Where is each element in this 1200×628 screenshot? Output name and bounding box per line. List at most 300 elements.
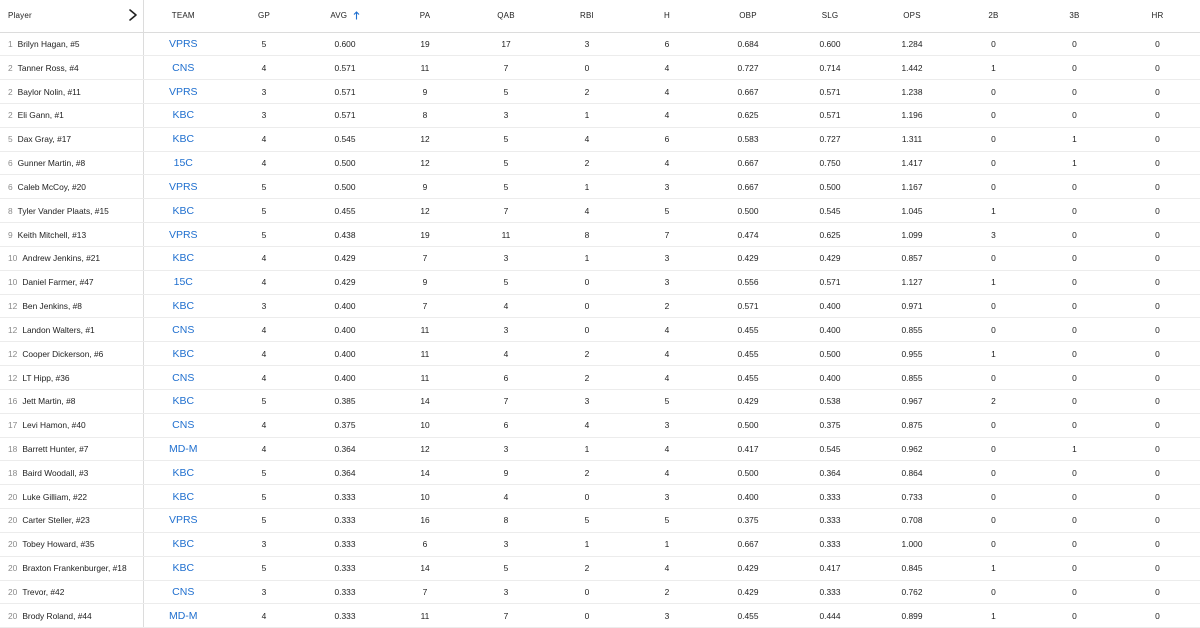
column-header-label: QAB [497, 11, 515, 21]
player-cell [0, 199, 143, 223]
stat-hr-cell: 0 [1115, 461, 1200, 485]
stat-slg-cell: 0.429 [789, 246, 871, 270]
column-header-label: H [664, 11, 670, 21]
stat-gp-cell: 3 [223, 294, 305, 318]
stat-qab-cell: 3 [465, 246, 547, 270]
column-header-obp[interactable] [707, 0, 789, 32]
team-link[interactable]: 15C [143, 270, 223, 294]
player-cell [0, 366, 143, 390]
column-header-label: HR [1151, 11, 1164, 21]
stat-obp-cell: 0.583 [707, 127, 789, 151]
stat-pa-cell: 8 [385, 103, 465, 127]
stat-rbi-cell: 2 [547, 342, 627, 366]
stat-rbi-cell: 3 [547, 32, 627, 56]
stat-gp-cell: 5 [223, 32, 305, 56]
stat-avg-cell: 0.571 [305, 103, 385, 127]
stat-hr-cell: 0 [1115, 485, 1200, 509]
stat-qab-cell: 7 [465, 56, 547, 80]
stat-avg-cell: 0.429 [305, 270, 385, 294]
player-rank: 20 [8, 563, 18, 574]
stat-obp-cell: 0.474 [707, 223, 789, 247]
player-rank: 10 [8, 277, 18, 288]
player-name: Keith Mitchell, #13 [17, 229, 87, 240]
stat-ops-cell: 0.762 [871, 580, 953, 604]
stat-3b-cell: 0 [1034, 270, 1115, 294]
player-name: Levi Hamon, #40 [22, 420, 86, 431]
stat-slg-cell: 0.545 [789, 437, 871, 461]
column-header-hr[interactable] [1115, 0, 1200, 32]
column-header-label: OPS [903, 11, 921, 21]
stat-obp-cell: 0.667 [707, 151, 789, 175]
stat-2b-cell: 0 [953, 294, 1034, 318]
sort-arrow-up-icon [353, 11, 360, 20]
stat-2b-cell: 1 [953, 270, 1034, 294]
stat-h-cell: 3 [627, 246, 707, 270]
player-rank: 8 [8, 205, 13, 216]
stat-hr-cell: 0 [1115, 103, 1200, 127]
stat-h-cell: 1 [627, 532, 707, 556]
player-cell [0, 223, 143, 247]
column-header-label: TEAM [171, 11, 195, 21]
column-header-avg[interactable] [305, 0, 385, 32]
player-rank: 5 [8, 134, 13, 145]
player-cell [0, 56, 143, 80]
stat-pa-cell: 9 [385, 175, 465, 199]
stat-2b-cell: 0 [953, 80, 1034, 104]
stat-rbi-cell: 2 [547, 151, 627, 175]
table-row [0, 342, 1200, 366]
team-link[interactable]: VPRS [143, 32, 223, 56]
player-name: Barrett Hunter, #7 [22, 443, 89, 454]
table-row [0, 389, 1200, 413]
column-header-3b[interactable] [1034, 0, 1115, 32]
stat-rbi-cell: 2 [547, 461, 627, 485]
stat-slg-cell: 0.333 [789, 580, 871, 604]
column-header-label: PA [419, 11, 431, 21]
stat-hr-cell: 0 [1115, 80, 1200, 104]
stat-2b-cell: 2 [953, 389, 1034, 413]
stat-3b-cell: 0 [1034, 342, 1115, 366]
player-rank: 20 [8, 586, 18, 597]
player-cell [0, 509, 143, 533]
player-cell [0, 389, 143, 413]
player-name: Baylor Nolin, #11 [17, 86, 81, 97]
stat-hr-cell: 0 [1115, 175, 1200, 199]
player-name: Ben Jenkins, #8 [22, 301, 82, 312]
stat-avg-cell: 0.333 [305, 485, 385, 509]
table-row [0, 556, 1200, 580]
stat-rbi-cell: 2 [547, 556, 627, 580]
stat-hr-cell: 0 [1115, 127, 1200, 151]
stat-h-cell: 6 [627, 127, 707, 151]
stat-rbi-cell: 1 [547, 532, 627, 556]
stat-slg-cell: 0.714 [789, 56, 871, 80]
stat-slg-cell: 0.333 [789, 509, 871, 533]
team-link[interactable]: CNS [143, 318, 223, 342]
stat-avg-cell: 0.375 [305, 413, 385, 437]
stat-gp-cell: 5 [223, 223, 305, 247]
team-link[interactable]: KBC [143, 342, 223, 366]
column-header-gp[interactable] [223, 0, 305, 32]
stat-3b-cell: 0 [1034, 580, 1115, 604]
team-link[interactable]: CNS [143, 56, 223, 80]
stat-rbi-cell: 0 [547, 318, 627, 342]
player-name: Andrew Jenkins, #21 [22, 253, 101, 264]
stat-qab-cell: 7 [465, 389, 547, 413]
stat-avg-cell: 0.571 [305, 80, 385, 104]
stat-3b-cell: 0 [1034, 532, 1115, 556]
stat-qab-cell: 6 [465, 413, 547, 437]
player-cell [0, 604, 143, 628]
player-cell [0, 294, 143, 318]
stat-obp-cell: 0.429 [707, 556, 789, 580]
column-header-ops[interactable] [871, 0, 953, 32]
table-row [0, 199, 1200, 223]
table-row [0, 223, 1200, 247]
stat-2b-cell: 0 [953, 509, 1034, 533]
stat-3b-cell: 1 [1034, 127, 1115, 151]
player-rank: 16 [8, 396, 18, 407]
stat-2b-cell: 0 [953, 437, 1034, 461]
stat-h-cell: 3 [627, 270, 707, 294]
team-link[interactable]: VPRS [143, 509, 223, 533]
stat-obp-cell: 0.375 [707, 509, 789, 533]
stat-2b-cell: 0 [953, 175, 1034, 199]
team-link[interactable]: KBC [143, 532, 223, 556]
stat-ops-cell: 0.967 [871, 389, 953, 413]
stat-avg-cell: 0.364 [305, 461, 385, 485]
stat-ops-cell: 0.855 [871, 366, 953, 390]
stat-gp-cell: 5 [223, 485, 305, 509]
stat-gp-cell: 4 [223, 56, 305, 80]
team-link[interactable]: VPRS [143, 80, 223, 104]
team-link[interactable]: KBC [143, 127, 223, 151]
stat-ops-cell: 1.238 [871, 80, 953, 104]
team-link[interactable]: KBC [143, 246, 223, 270]
table-row [0, 56, 1200, 80]
stat-rbi-cell: 0 [547, 604, 627, 628]
column-header-label: SLG [821, 11, 839, 21]
team-link[interactable]: 15C [143, 151, 223, 175]
stat-hr-cell: 0 [1115, 389, 1200, 413]
player-rank: 20 [8, 491, 18, 502]
player-rank: 18 [8, 443, 18, 454]
column-header-rbi[interactable] [547, 0, 627, 32]
stat-h-cell: 4 [627, 80, 707, 104]
stat-pa-cell: 10 [385, 413, 465, 437]
stat-slg-cell: 0.571 [789, 103, 871, 127]
stat-gp-cell: 4 [223, 604, 305, 628]
table-row [0, 318, 1200, 342]
stat-3b-cell: 0 [1034, 80, 1115, 104]
column-header-label: OBP [739, 11, 757, 21]
stat-hr-cell: 0 [1115, 223, 1200, 247]
column-header-team[interactable] [143, 0, 223, 32]
stat-2b-cell: 0 [953, 461, 1034, 485]
player-rank: 2 [8, 110, 13, 121]
column-header-player[interactable] [0, 0, 143, 32]
stat-qab-cell: 5 [465, 556, 547, 580]
stat-h-cell: 4 [627, 461, 707, 485]
stat-slg-cell: 0.571 [789, 270, 871, 294]
stat-gp-cell: 5 [223, 199, 305, 223]
stat-ops-cell: 0.962 [871, 437, 953, 461]
column-header-label: RBI [580, 11, 594, 21]
stat-avg-cell: 0.571 [305, 56, 385, 80]
stat-avg-cell: 0.333 [305, 556, 385, 580]
stat-rbi-cell: 1 [547, 175, 627, 199]
stat-h-cell: 7 [627, 223, 707, 247]
stat-pa-cell: 7 [385, 580, 465, 604]
stat-2b-cell: 0 [953, 246, 1034, 270]
player-cell [0, 151, 143, 175]
stat-obp-cell: 0.455 [707, 318, 789, 342]
stat-2b-cell: 1 [953, 604, 1034, 628]
table-row [0, 103, 1200, 127]
player-rank: 6 [8, 181, 13, 192]
stat-avg-cell: 0.385 [305, 389, 385, 413]
stat-ops-cell: 0.708 [871, 509, 953, 533]
stat-gp-cell: 4 [223, 270, 305, 294]
stat-qab-cell: 4 [465, 485, 547, 509]
player-name: Dax Gray, #17 [17, 134, 72, 145]
player-rank: 12 [8, 372, 18, 383]
stat-2b-cell: 0 [953, 103, 1034, 127]
player-name: Carter Steller, #23 [22, 515, 90, 526]
stat-slg-cell: 0.375 [789, 413, 871, 437]
stat-obp-cell: 0.625 [707, 103, 789, 127]
stat-2b-cell: 1 [953, 556, 1034, 580]
stat-avg-cell: 0.400 [305, 342, 385, 366]
stat-rbi-cell: 3 [547, 389, 627, 413]
stat-qab-cell: 5 [465, 175, 547, 199]
stat-gp-cell: 4 [223, 437, 305, 461]
stat-h-cell: 2 [627, 580, 707, 604]
table-row [0, 366, 1200, 390]
player-name: Cooper Dickerson, #6 [22, 348, 104, 359]
stat-hr-cell: 0 [1115, 318, 1200, 342]
stat-3b-cell: 0 [1034, 103, 1115, 127]
player-cell [0, 246, 143, 270]
stat-h-cell: 6 [627, 32, 707, 56]
stat-gp-cell: 4 [223, 246, 305, 270]
stat-qab-cell: 6 [465, 366, 547, 390]
player-name: Caleb McCoy, #20 [17, 181, 86, 192]
chevron-right-icon[interactable] [126, 7, 140, 23]
column-header-label: AVG [330, 11, 348, 21]
stat-obp-cell: 0.429 [707, 246, 789, 270]
stat-obp-cell: 0.667 [707, 532, 789, 556]
player-rank: 12 [8, 324, 18, 335]
team-link[interactable]: KBC [143, 103, 223, 127]
player-name: Brilyn Hagan, #5 [17, 38, 80, 49]
stat-ops-cell: 1.417 [871, 151, 953, 175]
stat-hr-cell: 0 [1115, 509, 1200, 533]
stat-hr-cell: 0 [1115, 366, 1200, 390]
stat-slg-cell: 0.545 [789, 199, 871, 223]
stat-qab-cell: 5 [465, 127, 547, 151]
player-cell [0, 318, 143, 342]
stat-slg-cell: 0.500 [789, 175, 871, 199]
stat-pa-cell: 7 [385, 294, 465, 318]
stat-gp-cell: 5 [223, 389, 305, 413]
stat-slg-cell: 0.364 [789, 461, 871, 485]
stat-hr-cell: 0 [1115, 413, 1200, 437]
stat-h-cell: 4 [627, 56, 707, 80]
stat-qab-cell: 3 [465, 103, 547, 127]
stat-rbi-cell: 4 [547, 199, 627, 223]
stat-ops-cell: 1.442 [871, 56, 953, 80]
player-name: Daniel Farmer, #47 [22, 277, 94, 288]
stat-gp-cell: 3 [223, 580, 305, 604]
stat-rbi-cell: 2 [547, 366, 627, 390]
stat-ops-cell: 0.857 [871, 246, 953, 270]
stat-h-cell: 5 [627, 509, 707, 533]
stat-pa-cell: 7 [385, 246, 465, 270]
table-row [0, 580, 1200, 604]
stat-obp-cell: 0.455 [707, 366, 789, 390]
stat-hr-cell: 0 [1115, 32, 1200, 56]
stat-rbi-cell: 0 [547, 294, 627, 318]
stat-hr-cell: 0 [1115, 556, 1200, 580]
stat-qab-cell: 3 [465, 318, 547, 342]
table-row [0, 80, 1200, 104]
stat-3b-cell: 0 [1034, 318, 1115, 342]
stat-avg-cell: 0.500 [305, 151, 385, 175]
column-header-slg[interactable] [789, 0, 871, 32]
team-link[interactable]: KBC [143, 485, 223, 509]
stat-rbi-cell: 4 [547, 413, 627, 437]
team-link[interactable]: KBC [143, 556, 223, 580]
team-link[interactable]: CNS [143, 366, 223, 390]
team-link[interactable]: KBC [143, 199, 223, 223]
stat-3b-cell: 1 [1034, 151, 1115, 175]
column-header-label: GP [258, 11, 270, 21]
team-link[interactable]: KBC [143, 294, 223, 318]
stat-h-cell: 3 [627, 413, 707, 437]
team-link[interactable]: CNS [143, 413, 223, 437]
stat-hr-cell: 0 [1115, 342, 1200, 366]
player-cell [0, 532, 143, 556]
stat-2b-cell: 0 [953, 413, 1034, 437]
stat-pa-cell: 10 [385, 485, 465, 509]
stat-obp-cell: 0.400 [707, 485, 789, 509]
team-link[interactable]: VPRS [143, 223, 223, 247]
stat-hr-cell: 0 [1115, 604, 1200, 628]
stat-pa-cell: 12 [385, 199, 465, 223]
player-name: Landon Walters, #1 [22, 324, 95, 335]
player-cell [0, 413, 143, 437]
stat-pa-cell: 12 [385, 437, 465, 461]
player-name: Tanner Ross, #4 [17, 62, 79, 73]
stat-gp-cell: 5 [223, 461, 305, 485]
column-header-pa[interactable] [385, 0, 465, 32]
stat-3b-cell: 0 [1034, 389, 1115, 413]
stat-gp-cell: 4 [223, 366, 305, 390]
table-row [0, 175, 1200, 199]
stat-3b-cell: 0 [1034, 604, 1115, 628]
player-rank: 20 [8, 515, 18, 526]
stat-h-cell: 3 [627, 175, 707, 199]
stat-2b-cell: 1 [953, 342, 1034, 366]
stat-2b-cell: 0 [953, 580, 1034, 604]
stat-qab-cell: 3 [465, 532, 547, 556]
stat-pa-cell: 11 [385, 342, 465, 366]
stat-3b-cell: 0 [1034, 246, 1115, 270]
stat-pa-cell: 9 [385, 80, 465, 104]
table-row [0, 32, 1200, 56]
stat-gp-cell: 4 [223, 127, 305, 151]
team-link[interactable]: VPRS [143, 175, 223, 199]
stat-h-cell: 4 [627, 366, 707, 390]
stat-obp-cell: 0.429 [707, 389, 789, 413]
stat-gp-cell: 3 [223, 103, 305, 127]
stat-obp-cell: 0.455 [707, 604, 789, 628]
stat-2b-cell: 0 [953, 485, 1034, 509]
table-row [0, 413, 1200, 437]
stat-avg-cell: 0.500 [305, 175, 385, 199]
stat-avg-cell: 0.600 [305, 32, 385, 56]
player-rank: 12 [8, 301, 18, 312]
stat-ops-cell: 1.311 [871, 127, 953, 151]
stat-obp-cell: 0.727 [707, 56, 789, 80]
column-header-qab[interactable] [465, 0, 547, 32]
team-link[interactable]: KBC [143, 461, 223, 485]
stat-avg-cell: 0.333 [305, 532, 385, 556]
stat-3b-cell: 0 [1034, 294, 1115, 318]
stat-2b-cell: 0 [953, 366, 1034, 390]
column-header-h[interactable] [627, 0, 707, 32]
column-header-2b[interactable] [953, 0, 1034, 32]
team-link[interactable]: MD-M [143, 437, 223, 461]
team-link[interactable]: CNS [143, 580, 223, 604]
stat-pa-cell: 11 [385, 56, 465, 80]
stat-2b-cell: 0 [953, 151, 1034, 175]
stat-qab-cell: 5 [465, 270, 547, 294]
stat-gp-cell: 4 [223, 318, 305, 342]
stat-gp-cell: 4 [223, 342, 305, 366]
table-row [0, 485, 1200, 509]
stat-ops-cell: 1.127 [871, 270, 953, 294]
stat-slg-cell: 0.727 [789, 127, 871, 151]
stat-3b-cell: 0 [1034, 32, 1115, 56]
stat-obp-cell: 0.667 [707, 175, 789, 199]
stat-qab-cell: 9 [465, 461, 547, 485]
player-rank: 12 [8, 348, 18, 359]
stat-qab-cell: 3 [465, 437, 547, 461]
stat-hr-cell: 0 [1115, 199, 1200, 223]
stat-h-cell: 5 [627, 199, 707, 223]
stat-2b-cell: 0 [953, 318, 1034, 342]
team-link[interactable]: MD-M [143, 604, 223, 628]
player-rank: 18 [8, 467, 18, 478]
stat-gp-cell: 4 [223, 413, 305, 437]
stat-pa-cell: 12 [385, 127, 465, 151]
stat-qab-cell: 8 [465, 509, 547, 533]
stat-rbi-cell: 1 [547, 437, 627, 461]
player-cell [0, 556, 143, 580]
player-rank: 2 [8, 62, 13, 73]
stat-ops-cell: 0.733 [871, 485, 953, 509]
stat-pa-cell: 12 [385, 151, 465, 175]
stat-avg-cell: 0.400 [305, 318, 385, 342]
table-row [0, 461, 1200, 485]
stat-obp-cell: 0.556 [707, 270, 789, 294]
stat-ops-cell: 1.284 [871, 32, 953, 56]
stat-slg-cell: 0.571 [789, 80, 871, 104]
team-link[interactable]: KBC [143, 389, 223, 413]
stat-avg-cell: 0.455 [305, 199, 385, 223]
